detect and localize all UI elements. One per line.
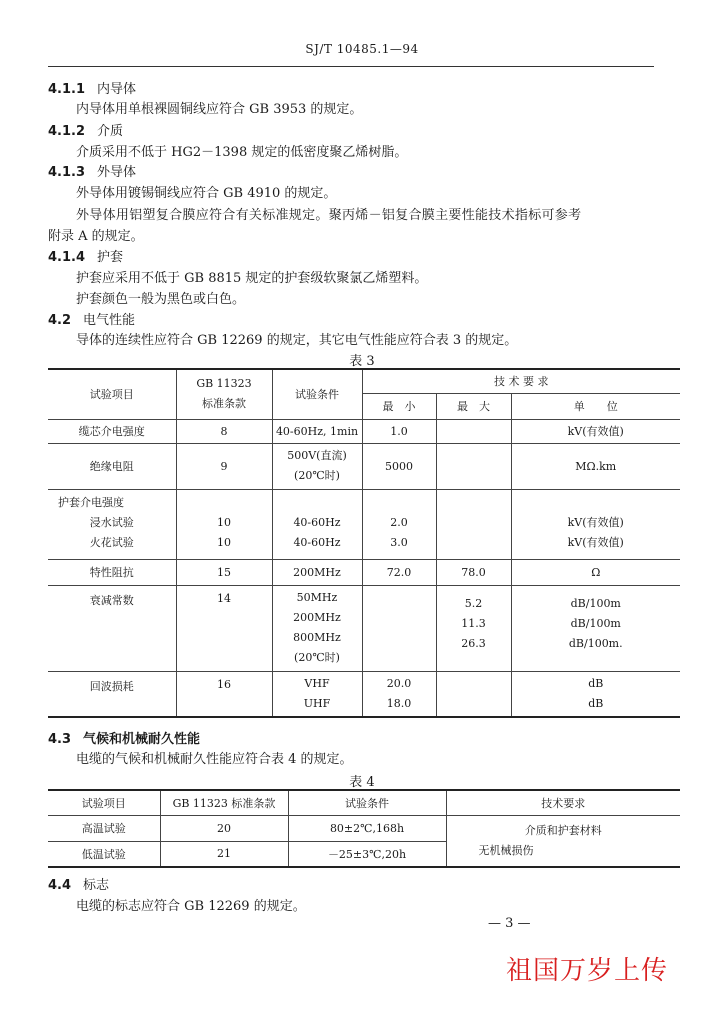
table-3-header-cond: 试验条件 — [272, 369, 362, 419]
cell-max — [436, 671, 511, 717]
section-number: 4.1.3 — [48, 165, 86, 180]
unit-line: dB — [588, 696, 604, 710]
cell-min: 1.0 — [362, 419, 436, 443]
clause-line: 10 — [217, 515, 231, 529]
section-title: 介质 — [97, 124, 124, 139]
cell-item: 绝缘电阻 — [48, 443, 176, 489]
table-row — [48, 559, 680, 585]
req-line: 介质和护套材料 — [524, 823, 602, 837]
table-3-header-req: 技 术 要 求 — [362, 369, 680, 393]
clause-line: 10 — [217, 535, 231, 549]
unit-line: kV(有效值) — [567, 515, 624, 529]
section-number: 4.2 — [48, 313, 72, 328]
section-4-2-heading — [48, 311, 135, 331]
cell-cond: 200MHz — [272, 559, 362, 585]
cond-line: 50MHz — [296, 591, 338, 604]
cell-clause: 16 — [176, 671, 272, 717]
table-row — [48, 585, 680, 671]
cell-min — [362, 585, 436, 671]
cell-clause: 8 — [176, 419, 272, 443]
cell-max — [436, 443, 511, 489]
table-4-header-req: 技术要求 — [446, 790, 680, 815]
table-3-header-item: 试验项目 — [48, 369, 176, 419]
table-4-header-item: 试验项目 — [48, 790, 160, 815]
table-3-header-unit: 单 位 — [511, 393, 680, 419]
section-4-1-1-heading — [48, 80, 136, 100]
cell-cond: －25±3℃,20h — [288, 841, 446, 867]
section-4-1-3-body-3: 附录 A 的规定。 — [48, 229, 144, 244]
section-4-1-1-body: 内导体用单根裸圆铜线应符合 GB 3953 的规定。 — [76, 102, 363, 117]
cell-item: 高温试验 — [48, 815, 160, 841]
table-3-header-max: 最 大 — [436, 393, 511, 419]
req-line: 无机械损伤 — [478, 843, 534, 857]
cell-item: 低温试验 — [48, 841, 160, 867]
table-row — [48, 443, 680, 489]
cond-line: UHF — [303, 696, 331, 710]
cell-cond: 40-60Hz, 1min — [272, 419, 362, 443]
cond-line: 200MHz — [293, 611, 341, 624]
cell-clause: 9 — [176, 443, 272, 489]
section-4-3-body: 电缆的气候和机械耐久性能应符合表 4 的规定。 — [76, 752, 353, 767]
cell-item: 缆芯介电强度 — [48, 419, 176, 443]
section-4-1-2-body: 介质采用不低于 HG2－1398 规定的低密度聚乙烯树脂。 — [76, 145, 408, 160]
max-line: 11.3 — [461, 616, 486, 630]
cell-min: 5000 — [362, 443, 436, 489]
item-line: 护套介电强度 — [58, 495, 124, 509]
section-4-4-body: 电缆的标志应符合 GB 12269 的规定。 — [76, 899, 306, 914]
upload-watermark-text: 祖国万岁上传 — [506, 956, 669, 986]
cell-min: 72.0 — [362, 559, 436, 585]
section-4-4-heading — [48, 876, 109, 896]
cell-item — [48, 489, 176, 559]
min-line: 2.0 — [390, 515, 408, 529]
document-number-header: SJ/T 10485.1—94 — [305, 42, 419, 56]
table-row — [48, 815, 680, 841]
section-4-1-2-heading — [48, 122, 123, 142]
cond-line: (20℃时) — [294, 469, 340, 482]
cell-cond — [272, 489, 362, 559]
cell-item: 特性阻抗 — [48, 559, 176, 585]
cell-unit: Ω — [511, 559, 680, 585]
cell-unit: kV(有效值) — [511, 419, 680, 443]
cell-unit — [511, 489, 680, 559]
table-row — [48, 671, 680, 717]
section-title: 气候和机械耐久性能 — [83, 732, 201, 747]
cond-line: 40-60Hz — [293, 515, 341, 529]
table-3 — [48, 368, 680, 718]
cell-max — [436, 489, 511, 559]
cell-max: 78.0 — [436, 559, 511, 585]
section-number: 4.3 — [48, 732, 72, 747]
cond-line: 500V(直流) — [287, 449, 347, 462]
unit-line: dB/100m — [570, 616, 621, 630]
section-title: 护套 — [97, 250, 124, 265]
cond-line: 40-60Hz — [293, 535, 341, 549]
section-title: 电气性能 — [83, 313, 136, 328]
section-title: 内导体 — [97, 82, 137, 97]
cell-cond — [272, 443, 362, 489]
section-4-1-3-body-1: 外导体用镀锡铜线应符合 GB 4910 的规定。 — [76, 186, 337, 201]
cell-clause: 21 — [160, 841, 288, 867]
table-4-caption: 表 4 — [349, 775, 375, 790]
cell-min — [362, 489, 436, 559]
table-row — [48, 419, 680, 443]
section-4-1-4-body-1: 护套应采用不低于 GB 8815 规定的护套级软聚氯乙烯塑料。 — [76, 271, 428, 286]
cell-max — [436, 585, 511, 671]
cell-item: 回波损耗 — [48, 671, 176, 717]
cell-unit — [511, 585, 680, 671]
section-4-1-4-heading — [48, 248, 123, 268]
section-number: 4.1.4 — [48, 250, 86, 265]
table-4 — [48, 789, 680, 868]
cell-clause: 15 — [176, 559, 272, 585]
min-line: 20.0 — [386, 676, 412, 690]
min-line: 18.0 — [386, 696, 412, 710]
cond-line: 800MHz — [293, 631, 341, 644]
section-4-1-3-body-2: 外导体用铝塑复合膜应符合有关标准规定。聚丙烯－铝复合膜主要性能技术指标可参考 — [76, 208, 582, 223]
table-3-header-clause — [176, 369, 272, 419]
item-line: 火花试验 — [89, 535, 134, 549]
page-number: — 3 — — [488, 916, 531, 931]
cell-clause: 20 — [160, 815, 288, 841]
section-4-1-3-heading — [48, 163, 136, 183]
section-number: 4.1.1 — [48, 82, 86, 97]
cell-unit: MΩ.km — [511, 443, 680, 489]
header-rule — [48, 66, 654, 67]
cell-clause — [176, 489, 272, 559]
unit-line: dB/100m — [570, 596, 621, 610]
cond-line: (20℃时) — [294, 651, 340, 664]
section-4-3-heading — [48, 730, 200, 750]
table-3-caption: 表 3 — [349, 354, 375, 369]
cell-unit — [511, 671, 680, 717]
max-line: 5.2 — [464, 596, 483, 610]
table-row — [48, 489, 680, 559]
max-line: 26.3 — [461, 636, 486, 650]
cond-line: VHF — [304, 676, 330, 690]
unit-line: dB/100m. — [568, 636, 623, 650]
cell-clause: 14 — [176, 585, 272, 671]
section-number: 4.4 — [48, 878, 72, 893]
section-title: 标志 — [83, 878, 110, 893]
section-4-1-4-body-2: 护套颜色一般为黑色或白色。 — [76, 292, 246, 307]
section-number: 4.1.2 — [48, 124, 86, 139]
table-4-header-clause: GB 11323 标准条款 — [160, 790, 288, 815]
cell-min — [362, 671, 436, 717]
table-4-header-cond: 试验条件 — [288, 790, 446, 815]
cell-max — [436, 419, 511, 443]
cell-cond: 80±2℃,168h — [288, 815, 446, 841]
header-clause-line-1: GB 11323 — [196, 377, 252, 391]
item-line: 浸水试验 — [89, 515, 134, 529]
section-4-2-body: 导体的连续性应符合 GB 12269 的规定，其它电气性能应符合表 3 的规定。 — [76, 333, 518, 348]
min-line: 3.0 — [390, 535, 408, 549]
cell-item: 衰减常数 — [48, 585, 176, 671]
unit-line: dB — [588, 676, 604, 690]
header-clause-line-2: 标准条款 — [202, 397, 246, 411]
table-3-header-min: 最 小 — [362, 393, 436, 419]
section-title: 外导体 — [97, 165, 137, 180]
cell-req — [446, 815, 680, 867]
cell-cond — [272, 671, 362, 717]
unit-line: kV(有效值) — [567, 535, 624, 549]
cell-cond — [272, 585, 362, 671]
